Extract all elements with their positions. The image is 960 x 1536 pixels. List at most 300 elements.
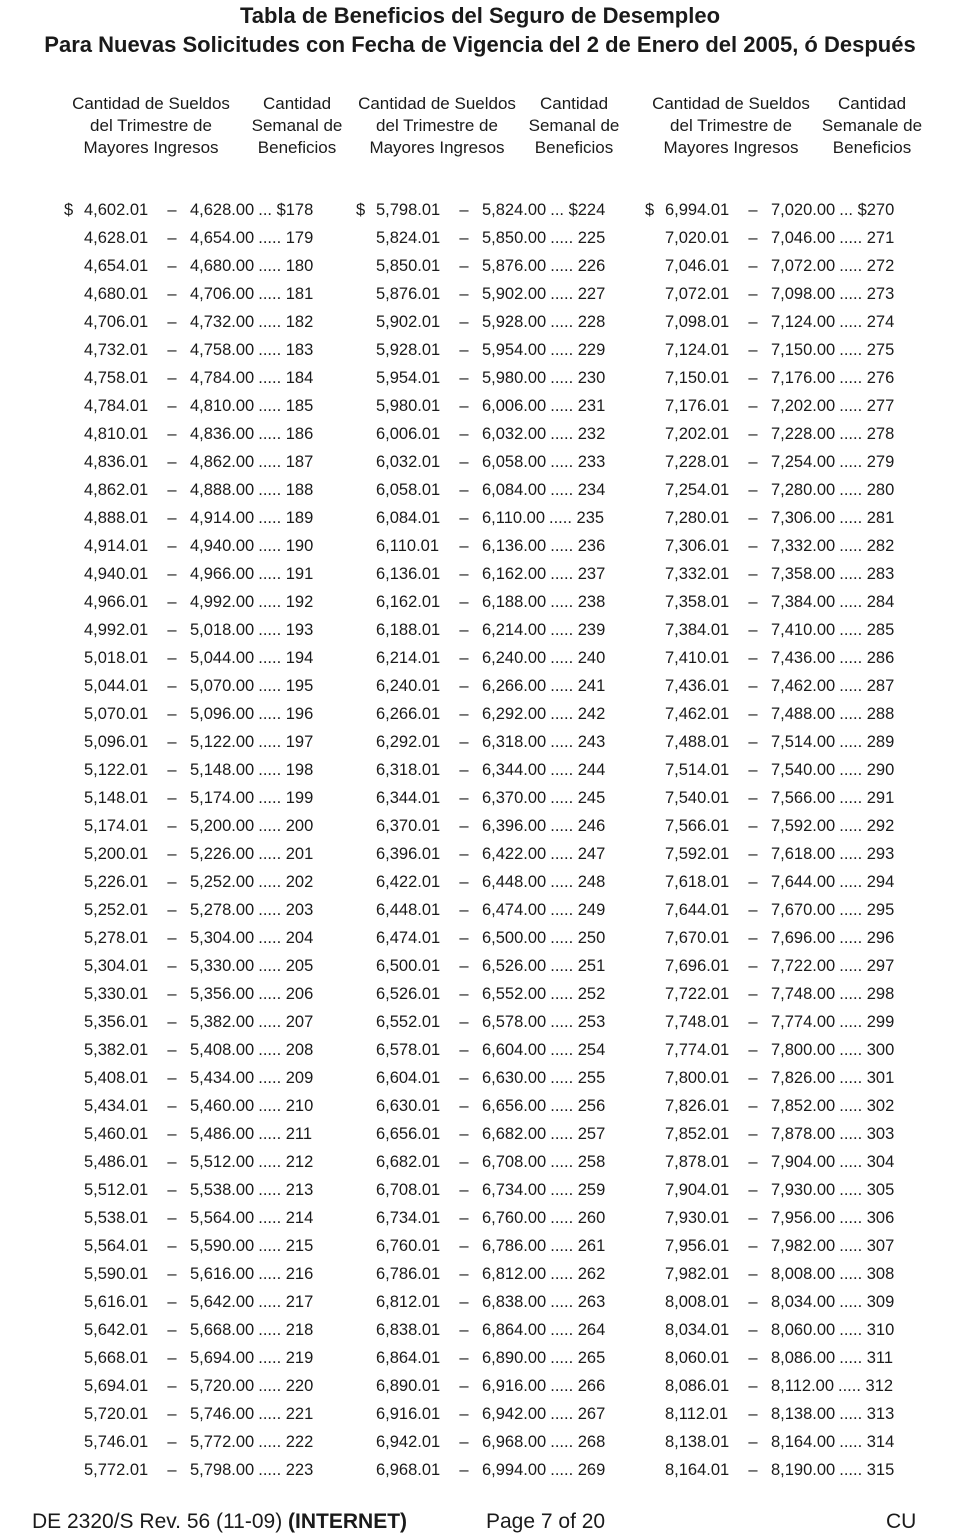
wages-from: 6,786.01 [376,1265,441,1283]
dollar-sign [645,1288,665,1316]
wages-to: 4,966.00 [190,565,255,583]
dollar-sign [645,840,665,868]
page-number: Page 7 of 20 [486,1510,606,1533]
weekly-benefit: ..... 234 [550,481,606,499]
dollar-sign [64,1372,84,1400]
wages-to: 5,382.00 [190,1013,255,1031]
weekly-benefit: ..... 287 [839,677,895,695]
dollar-sign [356,476,376,504]
weekly-benefit: ..... 271 [839,229,895,247]
wages-from: 5,928.01 [376,341,441,359]
dollar-sign [64,1120,84,1148]
range-dash: – [167,257,177,275]
range-dash: – [459,565,469,583]
table-row [356,700,605,728]
wages-from: 7,098.01 [665,313,730,331]
table-row [356,560,605,588]
range-dash: – [459,1349,469,1367]
range-dash: – [748,1041,758,1059]
range-dash: – [167,957,177,975]
wages-from: 6,032.01 [376,453,441,471]
wages-to: 7,852.00 [771,1097,836,1115]
wages-from: 7,566.01 [665,817,730,835]
weekly-benefit: ..... 241 [550,677,606,695]
table-row [64,336,313,364]
weekly-benefit: ..... 223 [258,1461,314,1479]
weekly-benefit: ..... 190 [258,537,314,555]
range-dash: – [167,705,177,723]
wages-to: 5,954.00 [482,341,547,359]
dollar-sign [645,224,665,252]
range-dash: – [459,285,469,303]
table-row [64,1204,313,1232]
dollar-sign [356,1260,376,1288]
range-dash: – [748,705,758,723]
wages-to: 6,838.00 [482,1293,547,1311]
wages-to: 5,226.00 [190,845,255,863]
dollar-sign [356,420,376,448]
table-row [645,952,894,980]
dollar-sign [645,1400,665,1428]
range-dash: – [748,565,758,583]
dollar-sign [64,1008,84,1036]
wages-from: 5,382.01 [84,1041,149,1059]
range-dash: – [459,1125,469,1143]
range-dash: – [167,565,177,583]
wages-from: 7,254.01 [665,481,730,499]
wages-to: 7,046.00 [771,229,836,247]
range-dash: – [459,1461,469,1479]
dollar-sign [64,1344,84,1372]
dollar-sign [64,644,84,672]
wages-to: 5,590.00 [190,1237,255,1255]
wages-from: 8,138.01 [665,1433,730,1451]
wages-from: 7,332.01 [665,565,730,583]
weekly-benefit: ..... 300 [839,1041,895,1059]
table-row [645,448,894,476]
dollar-sign [64,1316,84,1344]
dollar-sign [645,1260,665,1288]
range-dash: – [167,901,177,919]
weekly-benefit: ..... 219 [258,1349,314,1367]
weekly-benefit: ..... 290 [839,761,895,779]
range-dash: – [167,1265,177,1283]
table-row [64,1428,313,1456]
wages-to: 8,060.00 [771,1321,836,1339]
wages-from: 4,654.01 [84,257,149,275]
wages-to: 7,072.00 [771,257,836,275]
table-row [645,1400,894,1428]
wages-from: 6,136.01 [376,565,441,583]
wages-to: 4,654.00 [190,229,255,247]
weekly-benefit: ..... 181 [258,285,314,303]
table-row [64,364,313,392]
weekly-benefit: ..... 306 [839,1209,895,1227]
table-row [356,728,605,756]
range-dash: – [167,761,177,779]
wages-from: 6,188.01 [376,621,441,639]
table-row [356,1036,605,1064]
wages-from: 7,358.01 [665,593,730,611]
dollar-sign [64,980,84,1008]
wages-from: 7,176.01 [665,397,730,415]
table-row [64,728,313,756]
range-dash: – [167,873,177,891]
wages-from: 6,162.01 [376,593,441,611]
wages-to: 7,800.00 [771,1041,836,1059]
table-row [356,1372,605,1400]
range-dash: – [459,929,469,947]
dollar-sign [64,532,84,560]
weekly-benefit: ..... 221 [258,1405,314,1423]
weekly-benefit: ..... 279 [839,453,895,471]
wages-to: 6,994.00 [482,1461,547,1479]
wages-from: 6,760.01 [376,1237,441,1255]
table-row [645,924,894,952]
table-row [645,616,894,644]
dollar-sign [356,560,376,588]
weekly-benefit: ... $178 [258,201,314,219]
benefit-column-1 [64,196,313,1484]
wages-from: 7,462.01 [665,705,730,723]
table-row [64,1008,313,1036]
table-row [645,812,894,840]
wages-to: 4,992.00 [190,593,255,611]
wages-from: 7,384.01 [665,621,730,639]
table-row [356,1428,605,1456]
table-row [356,1400,605,1428]
header-line: Cantidad [837,94,907,113]
wages-to: 6,448.00 [482,873,547,891]
header-line: Semanale de [821,116,923,135]
wages-from: 7,150.01 [665,369,730,387]
table-row [645,784,894,812]
weekly-benefit: ..... 208 [258,1041,314,1059]
dollar-sign [356,532,376,560]
dollar-sign [64,588,84,616]
wages-to: 6,292.00 [482,705,547,723]
wages-from: 5,408.01 [84,1069,149,1087]
wages-to: 5,096.00 [190,705,255,723]
wages-to: 5,642.00 [190,1293,255,1311]
range-dash: – [459,1153,469,1171]
wages-from: 7,306.01 [665,537,730,555]
dollar-sign [645,392,665,420]
wages-to: 6,812.00 [482,1265,547,1283]
dollar-sign [356,700,376,728]
wages-from: 5,590.01 [84,1265,149,1283]
weekly-benefit: ..... 192 [258,593,314,611]
range-dash: – [167,1433,177,1451]
wages-from: 8,164.01 [665,1461,730,1479]
wages-to: 5,200.00 [190,817,255,835]
dollar-sign [64,1176,84,1204]
wages-to: 6,006.00 [482,397,547,415]
weekly-benefit: ..... 245 [550,789,606,807]
weekly-benefit: ..... 297 [839,957,895,975]
wages-from: 5,252.01 [84,901,149,919]
weekly-benefit: ..... 204 [258,929,314,947]
range-dash: – [459,453,469,471]
wages-from: 4,810.01 [84,425,149,443]
table-row [64,280,313,308]
table-row [645,1008,894,1036]
wages-to: 7,904.00 [771,1153,836,1171]
dollar-sign [356,728,376,756]
range-dash: – [748,1013,758,1031]
weekly-benefit: ..... 269 [550,1461,606,1479]
wages-to: 6,760.00 [482,1209,547,1227]
wages-to: 5,278.00 [190,901,255,919]
table-row [645,868,894,896]
wages-from: 5,668.01 [84,1349,149,1367]
wages-from: 4,966.01 [84,593,149,611]
weekly-benefit: ..... 228 [550,313,606,331]
dollar-sign [645,924,665,952]
wages-from: 7,228.01 [665,453,730,471]
wages-to: 7,410.00 [771,621,836,639]
weekly-benefit: ..... 215 [258,1237,314,1255]
range-dash: – [459,733,469,751]
wages-from: 7,618.01 [665,873,730,891]
wages-to: 5,980.00 [482,369,547,387]
dollar-sign [645,476,665,504]
table-row [645,308,894,336]
wages-to: 5,122.00 [190,733,255,751]
wages-from: 6,448.01 [376,901,441,919]
range-dash: – [459,201,469,219]
dollar-sign [64,280,84,308]
weekly-benefit: ..... 309 [839,1293,895,1311]
range-dash: – [748,1433,758,1451]
wages-from: 5,356.01 [84,1013,149,1031]
range-dash: – [167,929,177,947]
wages-from: 5,226.01 [84,873,149,891]
wages-to: 6,422.00 [482,845,547,863]
table-row [356,336,605,364]
table-row [356,1316,605,1344]
wages-to: 7,488.00 [771,705,836,723]
wages-from: 7,982.01 [665,1265,730,1283]
table-row [64,980,313,1008]
range-dash: – [167,1405,177,1423]
range-dash: – [459,1209,469,1227]
wages-from: 7,202.01 [665,425,730,443]
weekly-benefit: ... $224 [550,201,606,219]
wages-from: 5,460.01 [84,1125,149,1143]
dollar-sign [64,224,84,252]
dollar-sign [64,1036,84,1064]
table-row [64,1092,313,1120]
header-line: Cantidad [539,94,609,113]
wages-from: 5,772.01 [84,1461,149,1479]
table-row [356,504,605,532]
wages-to: 5,252.00 [190,873,255,891]
range-dash: – [459,481,469,499]
wages-from: 7,852.01 [665,1125,730,1143]
table-row [645,280,894,308]
dollar-sign [645,784,665,812]
weekly-benefit: ..... 242 [550,705,606,723]
wages-to: 5,850.00 [482,229,547,247]
wages-from: 8,008.01 [665,1293,730,1311]
weekly-benefit: ..... 257 [550,1125,606,1143]
table-row [645,1092,894,1120]
table-row [645,336,894,364]
dollar-sign [356,252,376,280]
weekly-benefit: ..... 275 [839,341,895,359]
wages-from: 6,422.01 [376,873,441,891]
table-row [64,504,313,532]
range-dash: – [748,369,758,387]
wages-from: 7,410.01 [665,649,730,667]
wages-to: 5,928.00 [482,313,547,331]
wages-from: 5,304.01 [84,957,149,975]
range-dash: – [748,649,758,667]
range-dash: – [459,817,469,835]
weekly-benefit: ..... 195 [258,677,314,695]
weekly-benefit: ..... 246 [550,817,606,835]
table-row [356,812,605,840]
weekly-benefit: ..... 226 [550,257,606,275]
wages-from: 4,784.01 [84,397,149,415]
wages-to: 7,306.00 [771,509,836,527]
weekly-benefit: ..... 200 [258,817,314,835]
wages-from: 7,696.01 [665,957,730,975]
table-row [645,840,894,868]
wages-from: 5,876.01 [376,285,441,303]
table-row [645,420,894,448]
dollar-sign [645,504,665,532]
wages-to: 7,124.00 [771,313,836,331]
range-dash: – [167,817,177,835]
wages-from: 6,318.01 [376,761,441,779]
table-row [64,616,313,644]
dollar-sign [645,980,665,1008]
dollar-sign [64,868,84,896]
wages-from: 6,006.01 [376,425,441,443]
range-dash: – [748,1405,758,1423]
range-dash: – [459,677,469,695]
range-dash: – [167,453,177,471]
wages-from: 6,656.01 [376,1125,441,1143]
table-row [645,1232,894,1260]
dollar-sign [356,1204,376,1232]
table-row [356,616,605,644]
table-row [64,672,313,700]
range-dash: – [748,1377,758,1395]
page-title: Tabla de Beneficios del Seguro de Desempleo [239,3,721,28]
weekly-benefit: ..... 301 [839,1069,895,1087]
wages-to: 5,460.00 [190,1097,255,1115]
header-line: Cantidad de Sueldos [652,94,810,113]
weekly-benefit: ..... 308 [839,1265,895,1283]
page-subtitle: Para Nuevas Solicitudes con Fecha de Vigencia del 2 de Enero del 2005, ó Después [44,32,916,57]
wages-from: 7,592.01 [665,845,730,863]
dollar-sign [64,336,84,364]
range-dash: – [748,425,758,443]
dollar-sign [356,1036,376,1064]
wages-from: 4,732.01 [84,341,149,359]
range-dash: – [167,537,177,555]
weekly-benefit: ..... 284 [839,593,895,611]
table-row [356,196,605,224]
wages-to: 5,668.00 [190,1321,255,1339]
dollar-sign [645,1428,665,1456]
header-benefit-2 [512,93,636,159]
range-dash: – [167,425,177,443]
weekly-benefit: ..... 198 [258,761,314,779]
table-row [64,392,313,420]
weekly-benefit: ..... 236 [550,537,606,555]
range-dash: – [167,677,177,695]
wages-to: 4,862.00 [190,453,255,471]
range-dash: – [459,397,469,415]
wages-from: 7,540.01 [665,789,730,807]
table-row [356,308,605,336]
wages-to: 7,280.00 [771,481,836,499]
wages-to: 6,318.00 [482,733,547,751]
wages-from: 7,280.01 [665,509,730,527]
dollar-sign [645,1092,665,1120]
dollar-sign [645,448,665,476]
wages-from: 6,708.01 [376,1181,441,1199]
wages-to: 4,888.00 [190,481,255,499]
weekly-benefit: ..... 248 [550,873,606,891]
wages-to: 5,772.00 [190,1433,255,1451]
range-dash: – [167,1153,177,1171]
range-dash: – [167,1209,177,1227]
dollar-sign [64,812,84,840]
dollar-sign [64,392,84,420]
wages-from: 7,436.01 [665,677,730,695]
table-row [64,448,313,476]
dollar-sign [356,364,376,392]
wages-from: 7,748.01 [665,1013,730,1031]
weekly-benefit: ..... 260 [550,1209,606,1227]
dollar-sign [64,1204,84,1232]
weekly-benefit: ..... 193 [258,621,314,639]
dollar-sign [64,728,84,756]
dollar-sign [356,1148,376,1176]
table-row [645,1120,894,1148]
range-dash: – [167,1097,177,1115]
wages-from: 5,850.01 [376,257,441,275]
table-row [356,784,605,812]
wages-from: 8,086.01 [665,1377,730,1395]
table-row [64,784,313,812]
dollar-sign [356,1008,376,1036]
dollar-sign [64,1288,84,1316]
range-dash: – [459,1405,469,1423]
range-dash: – [167,649,177,667]
table-row [645,700,894,728]
wages-to: 7,566.00 [771,789,836,807]
weekly-benefit: ..... 280 [839,481,895,499]
form-id: DE 2320/S Rev. 56 (11-09) [32,1510,283,1533]
range-dash: – [167,1125,177,1143]
wages-from: 4,680.01 [84,285,149,303]
table-row [356,756,605,784]
range-dash: – [459,957,469,975]
weekly-benefit: ..... 199 [258,789,314,807]
range-dash: – [167,789,177,807]
weekly-benefit: ..... 220 [258,1377,314,1395]
table-row [645,504,894,532]
weekly-benefit: ..... 295 [839,901,895,919]
wages-to: 6,786.00 [482,1237,547,1255]
table-row [356,644,605,672]
